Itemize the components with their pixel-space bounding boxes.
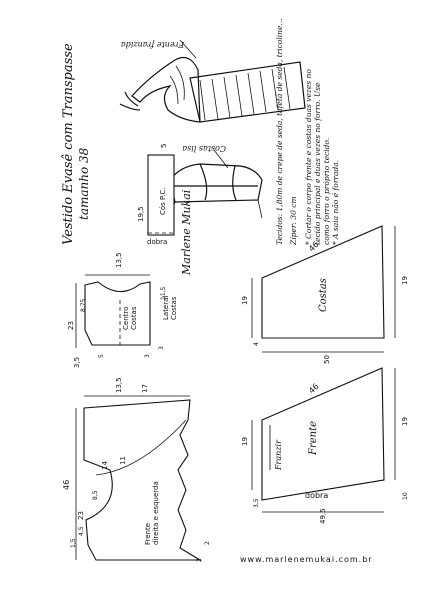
front-bodice-m-height: 46 [62,479,71,490]
front-skirt-m-46: 46 [307,381,321,396]
back-bodice-label2: Costas [170,296,178,320]
waistband-height: 19,5 [137,206,145,222]
front-skirt-label: Frente [308,420,319,455]
page-subtitle: tamanho 38 [77,147,91,220]
front-bodice-m-15: 1,5 [70,538,77,548]
note-zipper: Zíper: 30 cm [289,196,298,245]
back-bodice-m-top: 13,5 [115,252,123,268]
front-bodice-m-85: 8,5 [92,490,99,500]
back-bodice-m-neck: 8,75 [80,298,87,312]
back-skirt-m-4: 4 [253,342,260,346]
front-skirt-m-10: 10 [402,492,409,500]
notes-block [275,18,298,246]
note-fabric: Tecidos: 1,80m de crepe de seda, tafetá de seda, tricoline... [275,18,284,245]
front-skirt-m-35: 3,5 [253,498,260,508]
front-bodice-m-top2: 13,5 [115,377,123,393]
front-bodice-label1: Frente [144,522,152,545]
note-cutting: * Cortar o corpo frente e costas duas vezes no tecido principal e duas vezes no forro. Use como forro o próprio tecido. [304,69,331,245]
sketch-label-front: Frente franzida [120,40,184,49]
back-skirt-label: Costas [318,278,329,312]
front-skirt-m-19top: 19 [401,417,409,426]
back-bodice-m-3b: 3 [158,346,165,350]
title-block [61,43,91,245]
front-bodice-label2: direita e esquerda [152,481,160,545]
front-bodice-m-23: 23 [77,511,85,520]
waistband-width: 5 [160,143,168,148]
front-bodice-m-2b: 2 [196,558,203,562]
front-bodice-m-11: 11 [119,456,127,465]
page-title: Vestido Evasê com Transpasse [61,43,76,245]
front-skirt-dobra: dobra [305,491,329,500]
front-bodice-piece [76,396,200,560]
back-skirt-m-46: 46 [307,239,321,254]
waistband-fold: dobra [147,238,168,246]
sketch-label-back: Costas lisa [182,144,226,153]
back-bodice-m-left: 23 [67,321,75,330]
front-bodice-m-2: 2 [204,541,211,545]
back-bodice-label4: Costas [130,306,138,330]
notes-block-2 [304,60,404,245]
front-skirt-franzir: Franzir [274,440,283,470]
signature: Marlene Mukai [180,189,193,275]
back-bodice-m-3: 3 [144,354,151,358]
front-bodice-m-14: 14 [101,461,109,470]
note-hem: * A saia não é forrada. [331,159,340,245]
back-bodice-m-5: 5 [98,354,105,358]
back-skirt-m-19left: 19 [241,296,249,305]
back-bodice-label3: Centro [122,306,130,330]
waistband-label: Cós P.C. [159,187,167,215]
back-bodice-piece [76,275,150,348]
back-skirt-m-50: 50 [323,355,331,364]
front-bodice-m-top: 17 [141,384,149,393]
back-bodice-label1: Lateral [162,295,170,320]
back-bodice-m-side: 11,5 [160,286,167,300]
front-bodice-m-45: 4,5 [78,526,85,536]
website-url: www.marlenemukai.com.br [240,555,373,564]
front-skirt-m-19left: 19 [241,437,249,446]
front-skirt-m-495: 49,5 [319,508,327,524]
back-bodice-m-bottom: 3,5 [73,356,81,368]
back-skirt-m-19top: 19 [401,276,409,285]
